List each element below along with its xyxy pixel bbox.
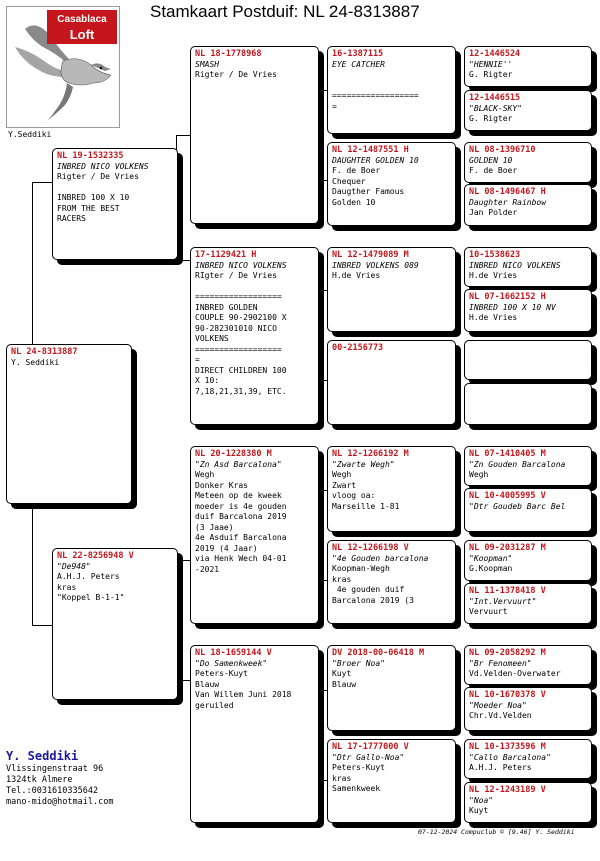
pigeon-name: GOLDEN 10 xyxy=(469,155,513,165)
logo-text-line1: Casablaca xyxy=(57,14,107,25)
connector-line xyxy=(318,690,327,691)
pedigree-card-g16[interactable] xyxy=(464,782,592,823)
logo-caption: Y.Seddiki xyxy=(8,130,52,139)
logo-text-line2: Loft xyxy=(69,27,95,42)
ring-number: 00-2156773 xyxy=(332,343,384,353)
ring-number: NL 10-1373596 M xyxy=(469,742,546,752)
ring-number: NL 12-1487551 H xyxy=(332,145,409,155)
pigeon-name: "Int.Vervuurt" xyxy=(469,596,537,606)
pigeon-description: Blauw xyxy=(332,679,357,689)
connector-line xyxy=(32,182,52,183)
pedigree-card-mmf[interactable] xyxy=(327,645,456,731)
breeder-address: Vlissingenstraat 96 xyxy=(6,764,104,774)
pedigree-card-g8[interactable] xyxy=(464,383,592,425)
logo-label xyxy=(47,10,117,44)
pedigree-card-mf[interactable] xyxy=(190,446,319,624)
pigeon-description: ================== INBRED GOLDEN COUPLE 90-2902100 X 90-282301010 NICO VOLKENS ================== = DIRECT CHILDREN 100 X 10: 7,18,21,31,39, ETC. xyxy=(195,292,287,396)
connector-line xyxy=(318,580,327,581)
pigeon-name: INBRED VOLKENS 089 xyxy=(332,260,419,270)
owner-name: Chr.Vd.Velden xyxy=(469,711,532,720)
breeder-email[interactable]: mano-mido@hotmail.com xyxy=(6,797,114,807)
ring-number: NL 11-1378418 V xyxy=(469,586,546,596)
pedigree-card-g12[interactable] xyxy=(464,583,592,624)
connector-line xyxy=(176,260,190,261)
ring-number: NL 20-1228380 M xyxy=(195,449,272,459)
connector-line xyxy=(318,90,327,91)
pedigree-card-g15[interactable] xyxy=(464,739,592,779)
pedigree-card-g1[interactable] xyxy=(464,46,592,87)
breeder-name: Y. Seddiki xyxy=(6,749,79,763)
loft-logo xyxy=(6,6,120,128)
ring-number: 17-1129421 H xyxy=(195,250,257,260)
ring-number: NL 18-1659144 V xyxy=(195,648,272,658)
ring-number: NL 08-1396710 xyxy=(469,145,536,155)
ring-number: NL 12-1266198 V xyxy=(332,543,409,553)
owner-name: A.H.J. Peters xyxy=(469,763,532,772)
pigeon-name: "Broer Noa" xyxy=(332,658,385,668)
pedigree-card-ffm[interactable] xyxy=(327,142,456,226)
pigeon-description: INBRED 100 X 10 FROM THE BEST RACERS xyxy=(57,193,130,223)
pedigree-card-g3[interactable] xyxy=(464,142,592,183)
ring-number: NL 18-1778968 xyxy=(195,49,262,59)
pigeon-description: Chequer Daugther Famous Golden 10 xyxy=(332,176,405,207)
pigeon-name: "Do Samenkweek" xyxy=(195,658,268,668)
owner-name: Wegh xyxy=(332,470,352,479)
ring-number: NL 10-4005995 V xyxy=(469,491,546,501)
connector-line xyxy=(318,780,327,781)
pigeon-name: INBRED NICO VOLKENS xyxy=(469,260,561,270)
pigeon-description: kras "Koppel B-1-1" xyxy=(57,582,125,602)
pigeon-name: Daughter Rainbow xyxy=(469,197,547,207)
connector-line xyxy=(176,680,190,681)
pedigree-card-g4[interactable] xyxy=(464,184,592,226)
ring-number: NL 07-1410405 M xyxy=(469,449,546,459)
pigeon-description: kras 4e gouden duif Barcalona 2019 (3 xyxy=(332,574,414,605)
pedigree-card-g5[interactable] xyxy=(464,247,592,287)
pedigree-card-mother[interactable] xyxy=(52,548,178,700)
pigeon-description: Blauw Van Willem Juni 2018 geruiled xyxy=(195,679,292,710)
pigeon-name: "Zwarte Wegh" xyxy=(332,459,395,469)
owner-name: Rigter / De Vries xyxy=(195,70,277,79)
owner-name: H.de Vries xyxy=(332,271,381,280)
owner-name: Peters-Kuyt xyxy=(332,763,385,772)
breeder-city: 1324tk Almere xyxy=(6,775,73,785)
owner-name: A.H.J. Peters xyxy=(57,572,120,581)
pedigree-card-mmm[interactable] xyxy=(327,739,456,823)
pedigree-card-g14[interactable] xyxy=(464,687,592,731)
owner-name: Kuyt xyxy=(469,806,489,815)
owner-name: Jan Polder xyxy=(469,208,518,217)
pedigree-card-mfm[interactable] xyxy=(327,540,456,624)
pedigree-card-fmm[interactable] xyxy=(327,340,456,425)
ring-number: NL 08-1496467 H xyxy=(469,187,546,197)
ring-number: 12-1446524 xyxy=(469,49,521,59)
ring-number: NL 12-1243189 V xyxy=(469,785,546,795)
pigeon-name: "Koopman" xyxy=(469,553,513,563)
ring-number: NL 19-1532335 xyxy=(57,151,124,161)
owner-name: H.de Vries xyxy=(469,313,518,322)
owner-name: G. Rigter xyxy=(469,114,513,123)
pedigree-card-g2[interactable] xyxy=(464,90,592,131)
pedigree-card-father[interactable] xyxy=(52,148,178,260)
pigeon-description: ================== = xyxy=(332,91,419,111)
pigeon-name: "Zn Asd Barcalona" xyxy=(195,459,282,469)
ring-number: NL 22-8256948 V xyxy=(57,551,134,561)
connector-line xyxy=(176,560,190,561)
owner-name: F. de Boer xyxy=(469,166,518,175)
ring-number: NL 12-1266192 M xyxy=(332,449,409,459)
ring-number: NL 17-1777000 V xyxy=(332,742,409,752)
pedigree-card-mff[interactable] xyxy=(327,446,456,532)
pedigree-card-g6[interactable] xyxy=(464,289,592,332)
connector-line xyxy=(318,380,327,381)
pedigree-card-mm[interactable] xyxy=(190,645,319,823)
owner-name: Vervuurt xyxy=(469,607,508,616)
owner-name: F. de Boer xyxy=(332,166,381,175)
pigeon-name: "Noa" xyxy=(469,795,494,805)
connector-line xyxy=(318,180,327,181)
footer-credit: 07-12-2024 Compuclub © [9.46] Y. Seddiki xyxy=(418,828,575,836)
ring-number: 12-1446515 xyxy=(469,93,521,103)
ring-number: NL 10-1670378 V xyxy=(469,690,546,700)
ring-number: 10-1538623 xyxy=(469,250,521,260)
pigeon-name: "BLACK-SKY" xyxy=(469,103,522,113)
pedigree-card-g9[interactable] xyxy=(464,446,592,486)
pigeon-name: "Callo Barcalona" xyxy=(469,752,551,762)
ring-number: NL 07-1662152 H xyxy=(469,292,546,302)
ring-number: NL 09-2031287 M xyxy=(469,543,546,553)
connector-line xyxy=(318,490,327,491)
ring-number: DV 2018-00-06418 M xyxy=(332,648,425,658)
pigeon-description: Zwart vloog oa: Marseille 1-81 xyxy=(332,480,400,511)
owner-name: Vd.Velden-Overwater xyxy=(469,669,561,678)
owner-name: Wegh xyxy=(469,470,489,479)
pedigree-card-subject[interactable] xyxy=(6,344,132,504)
owner-name: Wegh xyxy=(195,470,215,479)
pigeon-name: DAUGHTER GOLDEN 10 xyxy=(332,155,419,165)
pedigree-card-g13[interactable] xyxy=(464,645,592,685)
pigeon-name: INBRED 100 X 10 NV xyxy=(469,302,556,312)
pigeon-name: "De948" xyxy=(57,561,91,571)
owner-name: G. Rigter xyxy=(469,70,513,79)
pigeon-name: SMASH xyxy=(195,59,220,69)
owner-name: Koopman-Wegh xyxy=(332,564,390,573)
ring-number: 16-1387115 xyxy=(332,49,384,59)
pedigree-card-g7[interactable] xyxy=(464,340,592,380)
owner-name: Kuyt xyxy=(332,669,352,678)
pedigree-card-g10[interactable] xyxy=(464,488,592,532)
owner-name: G.Koopman xyxy=(469,564,513,573)
pedigree-card-fm[interactable] xyxy=(190,247,319,425)
page-title: Stamkaart Postduif: NL 24-8313887 xyxy=(150,2,420,21)
pigeon-name: "Zn Gouden Barcalona xyxy=(469,459,566,469)
pedigree-card-fff[interactable] xyxy=(327,46,456,134)
breeder-info xyxy=(6,748,113,808)
pigeon-name: EYE CATCHER xyxy=(332,59,385,69)
pedigree-card-ff[interactable] xyxy=(190,46,319,224)
owner-name: Peters-Kuyt xyxy=(195,669,248,678)
ring-number: NL 12-1479089 M xyxy=(332,250,409,260)
pigeon-name: "Dtr Goudeb Barc Bel xyxy=(469,501,566,511)
connector-line xyxy=(32,625,52,626)
pigeon-description: kras Samenkweek xyxy=(332,773,381,793)
ring-number: NL 09-2058292 M xyxy=(469,648,546,658)
ring-number: NL 24-8313887 xyxy=(11,347,78,357)
owner-name: Y. Seddiki xyxy=(11,357,60,367)
pigeon-description: Donker Kras Meteen op de kweek moeder is 4e gouden duif Barcalona 2019 (3 Jaae) 4e Asduif Barcalona 2019 (4 Jaar) via Henk Wech 04-01 -2021 xyxy=(195,480,287,574)
owner-name: H.de Vries xyxy=(469,271,518,280)
connector-line xyxy=(318,290,327,291)
pigeon-name: "4e Gouden barcalona xyxy=(332,553,429,563)
pigeon-name: "Br Fenomeen" xyxy=(469,658,532,668)
pigeon-name: INBRED NICO VOLKENS xyxy=(195,260,287,270)
pigeon-name: "HENNIE'' xyxy=(469,59,513,69)
pigeon-name: "Moeder Noa" xyxy=(469,700,527,710)
pedigree-card-g11[interactable] xyxy=(464,540,592,581)
owner-name: RIgter / De Vries xyxy=(195,271,277,280)
pigeon-name: INBRED NICO VOLKENS xyxy=(57,161,149,171)
owner-name: Rigter / De Vries xyxy=(57,172,139,181)
pigeon-name: "Dtr Gallo-Noa" xyxy=(332,752,405,762)
breeder-phone: Tel.:0031610335642 xyxy=(6,786,99,796)
connector-line xyxy=(176,135,190,136)
pedigree-card-fmf[interactable] xyxy=(327,247,456,332)
